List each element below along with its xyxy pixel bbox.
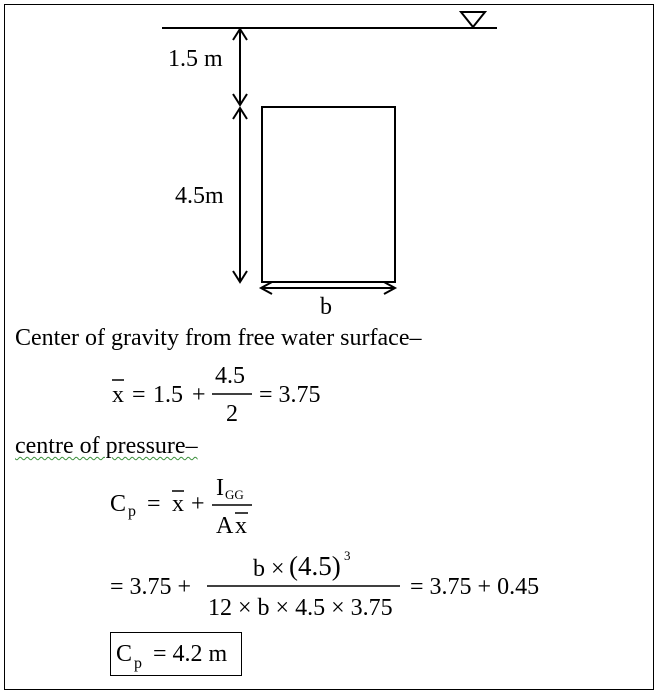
eq1-term-a: 1.5 (153, 382, 183, 408)
eq3-num-paren: (4.5) (289, 551, 341, 581)
eq2-xbar: x (172, 491, 184, 517)
eq3-result: = 3.75 + 0.45 (410, 574, 540, 600)
eq2-num-subscript: GG (225, 487, 244, 502)
eq1-result: = 3.75 (259, 382, 321, 408)
rectangular-plate (262, 107, 395, 282)
eq2-num-I: I (216, 475, 224, 501)
eq3-num-b: b × (253, 556, 285, 582)
depth-label: 1.5 m (168, 46, 223, 72)
eq1-equals: = (132, 382, 146, 408)
eq2-den-A: A (216, 513, 234, 539)
eq2-cp-subscript: p (128, 503, 136, 520)
cp-heading: centre of pressure– (15, 433, 198, 459)
eq3-num-exponent: 3 (344, 548, 351, 563)
eq3-lhs: = 3.75 + (110, 574, 192, 600)
eq2-den-x: x (235, 513, 247, 539)
answer-value: = 4.2 m (153, 641, 228, 667)
eq2-plus: + (191, 491, 205, 517)
eq1-numerator: 4.5 (215, 363, 245, 389)
eq2-equals: = (147, 491, 161, 517)
width-label: b (320, 294, 332, 320)
free-surface-symbol-icon (461, 12, 485, 27)
answer-cp-symbol: C (116, 641, 133, 667)
eq1-plus: + (192, 382, 206, 408)
eq1-denominator: 2 (226, 401, 238, 427)
eq2-cp-symbol: C (110, 491, 127, 517)
eq3-denominator: 12 × b × 4.5 × 3.75 (208, 595, 393, 621)
answer-cp-subscript: p (134, 655, 142, 672)
height-label: 4.5m (175, 183, 224, 209)
eq1-xbar: x (112, 382, 124, 408)
cg-heading: Center of gravity from free water surface– (15, 325, 422, 351)
